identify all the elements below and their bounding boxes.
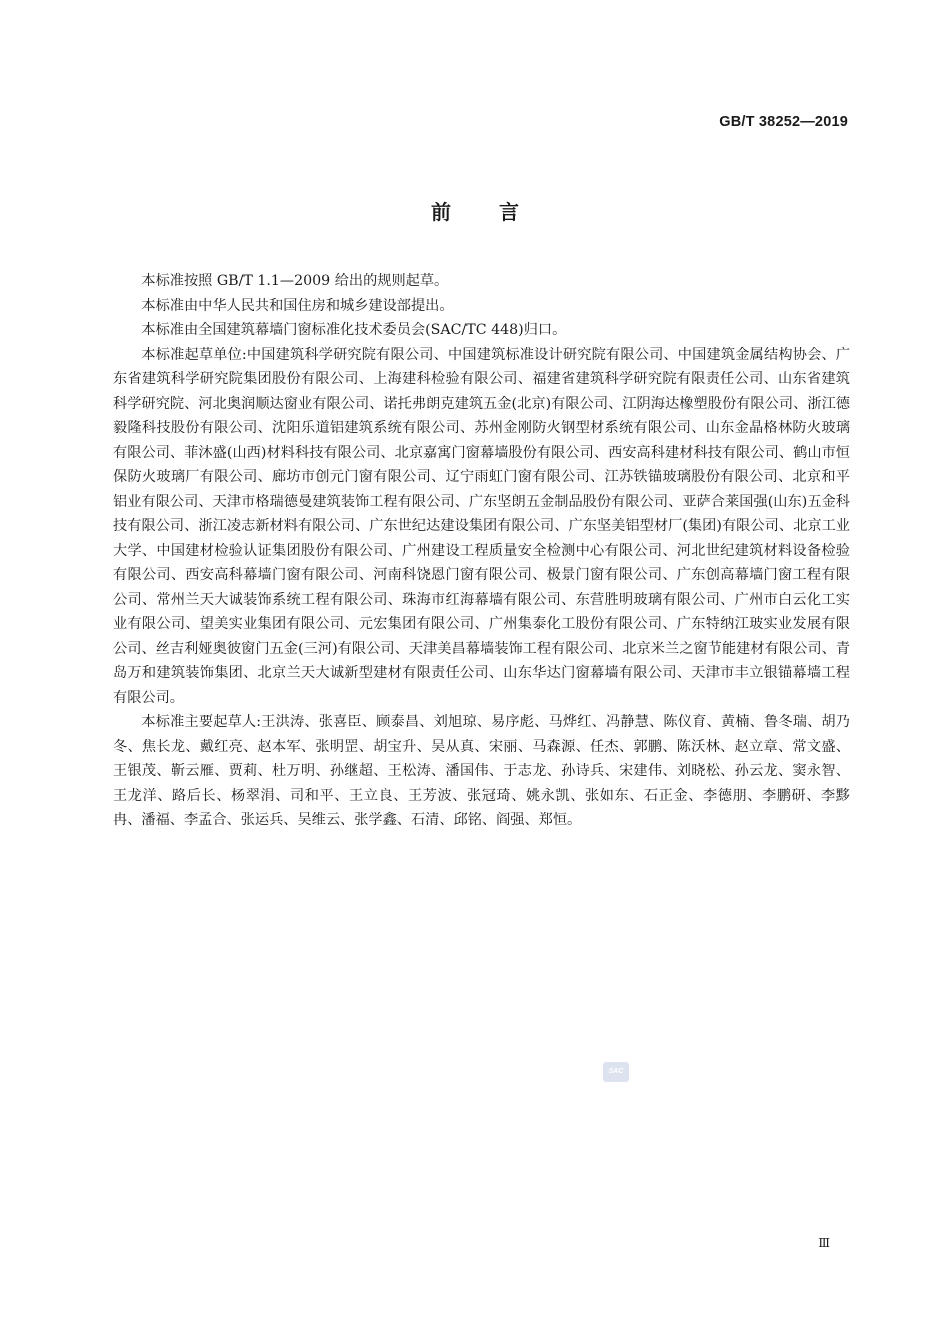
page-number: Ⅲ xyxy=(818,1236,830,1250)
standard-code: GB/T 38252—2019 xyxy=(719,114,848,130)
paragraph-administrator: 本标准由全国建筑幕墙门窗标准化技术委员会(SAC/TC 448)归口。 xyxy=(141,322,567,338)
paragraph-drafting-rules: 本标准按照 GB/T 1.1—2009 给出的规则起草。 xyxy=(141,273,449,289)
foreword-body xyxy=(113,269,850,833)
paragraph-drafting-units: 本标准起草单位:中国建筑科学研究院有限公司、中国建筑标准设计研究院有限公司、中国建筑金属结构协会、广东省建筑科学研究院集团股份有限公司、上海建科检验有限公司、福建省建筑科学研究院有限责任公司、山东省建筑科学研究院、河北奥润顺达窗业有限公司、诺托弗朗克建筑五金(北京)有限公司、江阴海达橡塑股份有限公司、浙江德毅隆科技股份有限公司、沈阳乐道铝建筑系统有限公司、苏州金刚防火钢型材系统有限公司、山东金晶格林防火玻璃有限公司、菲沐盛(山西)材料科技有限公司、北京嘉寓门窗幕墙股份有限公司、西安高科建材科技有限公司、鹤山市恒保防火玻璃厂有限公司、廊坊市创元门窗有限公司、辽宁雨虹门窗有限公司、江苏铁锚玻璃股份有限公司、北京和平铝业有限公司、天津市格瑞德曼建筑装饰工程有限公司、广东坚朗五金制品股份有限公司、亚萨合莱国强(山东)五金科技有限公司、浙江凌志新材料有限公司、广东世纪达建设集团有限公司、广东坚美铝型材厂(集团)有限公司、北京工业大学、中国建材检验认证集团股份有限公司、广州建设工程质量安全检测中心有限公司、河北世纪建筑材料设备检验有限公司、西安高科幕墙门窗有限公司、河南科饶恩门窗有限公司、极景门窗有限公司、广东创高幕墙门窗工程有限公司、常州兰天大诚装饰系统工程有限公司、珠海市红海幕墙有限公司、东营胜明玻璃有限公司、广州市白云化工实业有限公司、望美实业集团有限公司、元宏集团有限公司、广州集泰化工股份有限公司、广东特纳江玻实业发展有限公司、丝吉利娅奥彼窗门五金(三河)有限公司、天津美昌幕墙装饰工程有限公司、北京米兰之窗节能建材有限公司、青岛万和建筑装饰集团、北京兰天大诚新型建材有限责任公司、山东华达门窗幕墙有限公司、天津市丰立银锚幕墙工程有限公司。 xyxy=(113,346,850,706)
paragraph-drafters: 本标准主要起草人:王洪涛、张喜臣、顾泰昌、刘旭琼、易序彪、马烨红、冯静慧、陈仪育、黄楠、鲁冬瑞、胡乃冬、焦长龙、戴红亮、赵本军、张明罡、胡宝升、吴从真、宋丽、马森源、任杰、郭鹏、陈沃林、赵立章、常文盛、王银茂、靳云雁、贾莉、杜万明、孙继超、王松涛、潘国伟、于志龙、孙诗兵、宋建伟、刘晓松、孙云龙、窦永智、王龙洋、路后长、杨翠涓、司和平、王立良、王芳波、张冠琦、姚永凯、张如东、石正金、李德朋、李鹏研、李黟冉、潘福、李孟合、张运兵、吴维云、张学鑫、石清、邱铭、阎强、郑恒。 xyxy=(113,714,850,828)
page-title: 前言 xyxy=(431,200,567,224)
paragraph-proposer: 本标准由中华人民共和国住房和城乡建设部提出。 xyxy=(141,297,454,314)
sac-watermark-logo: SAC xyxy=(603,1062,629,1082)
